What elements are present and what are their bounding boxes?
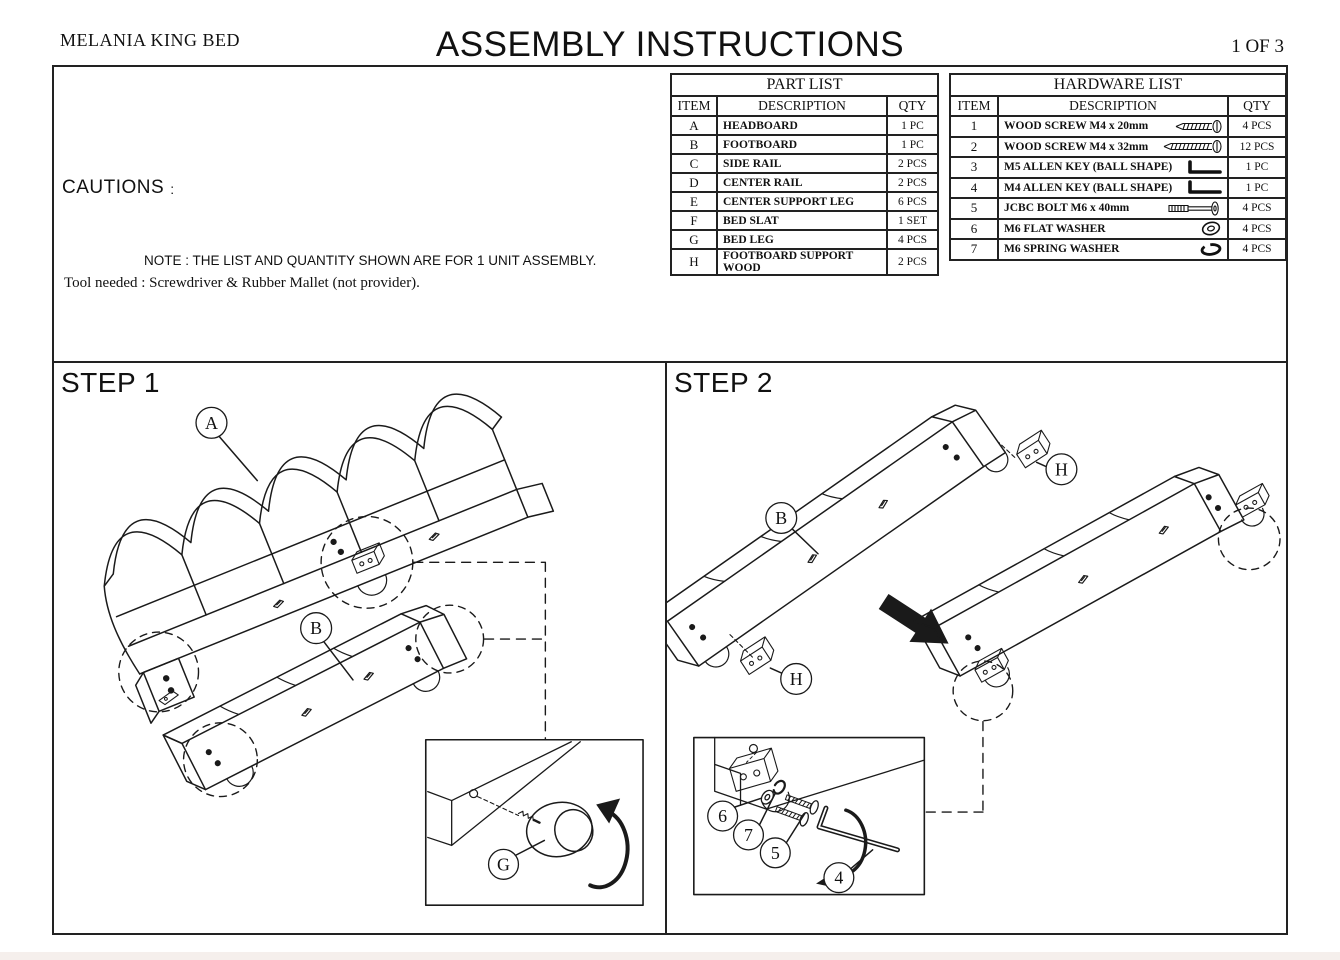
flat-washer-icon: [1199, 220, 1224, 237]
part-item: C: [671, 154, 717, 173]
part-qty: 2 PCS: [887, 173, 938, 192]
tools-text: Tool needed : Screwdriver & Rubber Mallet (not provider).: [64, 275, 420, 291]
step-2-panel: [667, 363, 1286, 933]
hardware-description-cell: [998, 178, 1228, 199]
svg-text:B: B: [310, 618, 323, 639]
cautions-block: [62, 177, 180, 199]
support-wood-attached-right: [1233, 483, 1272, 517]
col-description: DESCRIPTION: [998, 96, 1228, 116]
part-item: H: [671, 249, 717, 275]
svg-text:G: G: [497, 854, 510, 875]
table-row: [671, 211, 938, 230]
hardware-description-cell: [998, 157, 1228, 178]
hardware-qty: 4 PCS: [1228, 116, 1286, 137]
hardware-qty: 1 PC: [1228, 157, 1286, 178]
support-wood-detail: [727, 748, 780, 791]
part-description: FOOTBOARD SUPPORT WOOD: [717, 249, 887, 275]
hardware-description: M5 ALLEN KEY (BALL SHAPE): [1004, 161, 1173, 174]
table-row: [950, 198, 1286, 219]
step-2-label: STEP 2: [674, 367, 773, 398]
hardware-description: M4 ALLEN KEY (BALL SHAPE): [1004, 181, 1173, 194]
part-description: CENTER SUPPORT LEG: [717, 192, 887, 211]
hardware-description-cell: [998, 219, 1228, 240]
headboard-left-leg: [132, 658, 197, 723]
hardware-item: 7: [950, 239, 998, 260]
svg-text:4: 4: [834, 867, 844, 888]
table-row: [950, 178, 1286, 199]
col-qty: QTY: [887, 96, 938, 116]
hardware-description: M6 FLAT WASHER: [1004, 222, 1106, 235]
allen-key-icon: [1186, 159, 1224, 176]
hardware-description: WOOD SCREW M4 x 20mm: [1004, 120, 1149, 133]
svg-text:H: H: [1054, 459, 1068, 480]
svg-text:A: A: [204, 412, 218, 433]
wood-screw-short-icon: [1174, 119, 1224, 134]
step-2-diagram: [667, 363, 1286, 929]
jcbc-bolt-icon: [1166, 200, 1224, 217]
part-item: F: [671, 211, 717, 230]
col-qty: QTY: [1228, 96, 1286, 116]
table-row: [671, 154, 938, 173]
hardware-description-cell: [998, 198, 1228, 219]
part-qty: 2 PCS: [887, 249, 938, 275]
top-section: [54, 67, 1286, 363]
rotate-arrow: [590, 799, 627, 888]
svg-text:B: B: [775, 507, 788, 528]
svg-text:6: 6: [718, 806, 728, 827]
detail-connectors: [924, 722, 983, 812]
footboard-loose-drawing: [667, 394, 1013, 685]
part-qty: 1 SET: [887, 211, 938, 230]
hardware-description: WOOD SCREW M4 x 32mm: [1004, 140, 1149, 153]
balloon-a: [196, 407, 257, 480]
page-title: ASSEMBLY INSTRUCTIONS: [435, 25, 905, 64]
part-item: D: [671, 173, 717, 192]
hardware-qty: 1 PC: [1228, 178, 1286, 199]
table-row: [950, 116, 1286, 137]
step-1-diagram: [54, 363, 665, 931]
table-row: [950, 137, 1286, 158]
balloon-4: [824, 850, 873, 893]
balloon-5: [760, 813, 805, 868]
hardware-item: 1: [950, 116, 998, 137]
part-item: E: [671, 192, 717, 211]
hardware-list-table: [949, 73, 1287, 261]
document-frame: [52, 65, 1288, 935]
balloon-g: [489, 840, 545, 879]
allen-key-drawing: [819, 808, 897, 850]
hardware-description: JCBC BOLT M6 x 40mm: [1004, 202, 1130, 215]
part-list-table: [670, 73, 939, 276]
allen-key-icon: [1186, 179, 1224, 196]
table-row: [950, 157, 1286, 178]
product-name: MELANIA KING BED: [60, 30, 240, 50]
table-row: [671, 249, 938, 275]
col-item: ITEM: [950, 96, 998, 116]
step-1-panel: [54, 363, 667, 933]
hardware-item: 2: [950, 137, 998, 158]
hardware-item: 5: [950, 198, 998, 219]
hardware-description-cell: [998, 137, 1228, 158]
step-1-label: STEP 1: [61, 367, 160, 398]
hardware-qty: 4 PCS: [1228, 239, 1286, 260]
part-qty: 1 PC: [887, 116, 938, 135]
bed-leg-detail-box: [426, 740, 643, 905]
hardware-qty: 4 PCS: [1228, 198, 1286, 219]
part-item: B: [671, 135, 717, 154]
part-qty: 2 PCS: [887, 154, 938, 173]
svg-text:7: 7: [744, 824, 753, 845]
bed-leg: [522, 796, 598, 862]
cautions-label: CAUTIONS: [62, 177, 165, 198]
footboard-assembled-drawing: [914, 441, 1286, 708]
col-description: DESCRIPTION: [717, 96, 887, 116]
hardware-qty: 4 PCS: [1228, 219, 1286, 240]
table-row: [950, 219, 1286, 240]
balloon-h-bottom: [770, 664, 811, 695]
spring-washer-icon: [1198, 242, 1224, 257]
part-item: G: [671, 230, 717, 249]
note-text: NOTE : THE LIST AND QUANTITY SHOWN ARE FOR 1 UNIT ASSEMBLY.: [144, 253, 597, 268]
hardware-description-cell: [998, 116, 1228, 137]
table-row: [671, 135, 938, 154]
part-qty: 6 PCS: [887, 192, 938, 211]
part-description: CENTER RAIL: [717, 173, 887, 192]
table-row: [671, 230, 938, 249]
svg-text:5: 5: [770, 842, 780, 863]
part-description: BED SLAT: [717, 211, 887, 230]
wood-screw-long-icon: [1162, 139, 1224, 154]
detail-connectors: [414, 562, 546, 739]
headboard-right-bracket: [330, 524, 396, 603]
part-item: A: [671, 116, 717, 135]
footer-strip: [0, 952, 1340, 960]
hardware-item: 4: [950, 178, 998, 199]
hardware-qty: 12 PCS: [1228, 137, 1286, 158]
part-description: SIDE RAIL: [717, 154, 887, 173]
table-row: [671, 116, 938, 135]
svg-text:H: H: [789, 668, 803, 689]
bolt-detail-box: [694, 738, 925, 895]
hardware-item: 3: [950, 157, 998, 178]
part-description: FOOTBOARD: [717, 135, 887, 154]
hardware-description: M6 SPRING WASHER: [1004, 243, 1120, 256]
cautions-colon: :: [170, 181, 175, 197]
hardware-description-cell: [998, 239, 1228, 260]
table-row: [950, 239, 1286, 260]
steps-section: [54, 363, 1286, 933]
part-list-title: PART LIST: [671, 74, 938, 96]
page-number: 1 OF 3: [1231, 36, 1284, 57]
col-item: ITEM: [671, 96, 717, 116]
detail-circles: [953, 508, 1280, 721]
hardware-list-title: HARDWARE LIST: [950, 74, 1286, 96]
part-qty: 1 PC: [887, 135, 938, 154]
hardware-item: 6: [950, 219, 998, 240]
table-row: [671, 192, 938, 211]
part-qty: 4 PCS: [887, 230, 938, 249]
balloon-h-top: [1037, 454, 1077, 485]
table-row: [671, 173, 938, 192]
part-description: HEADBOARD: [717, 116, 887, 135]
part-description: BED LEG: [717, 230, 887, 249]
